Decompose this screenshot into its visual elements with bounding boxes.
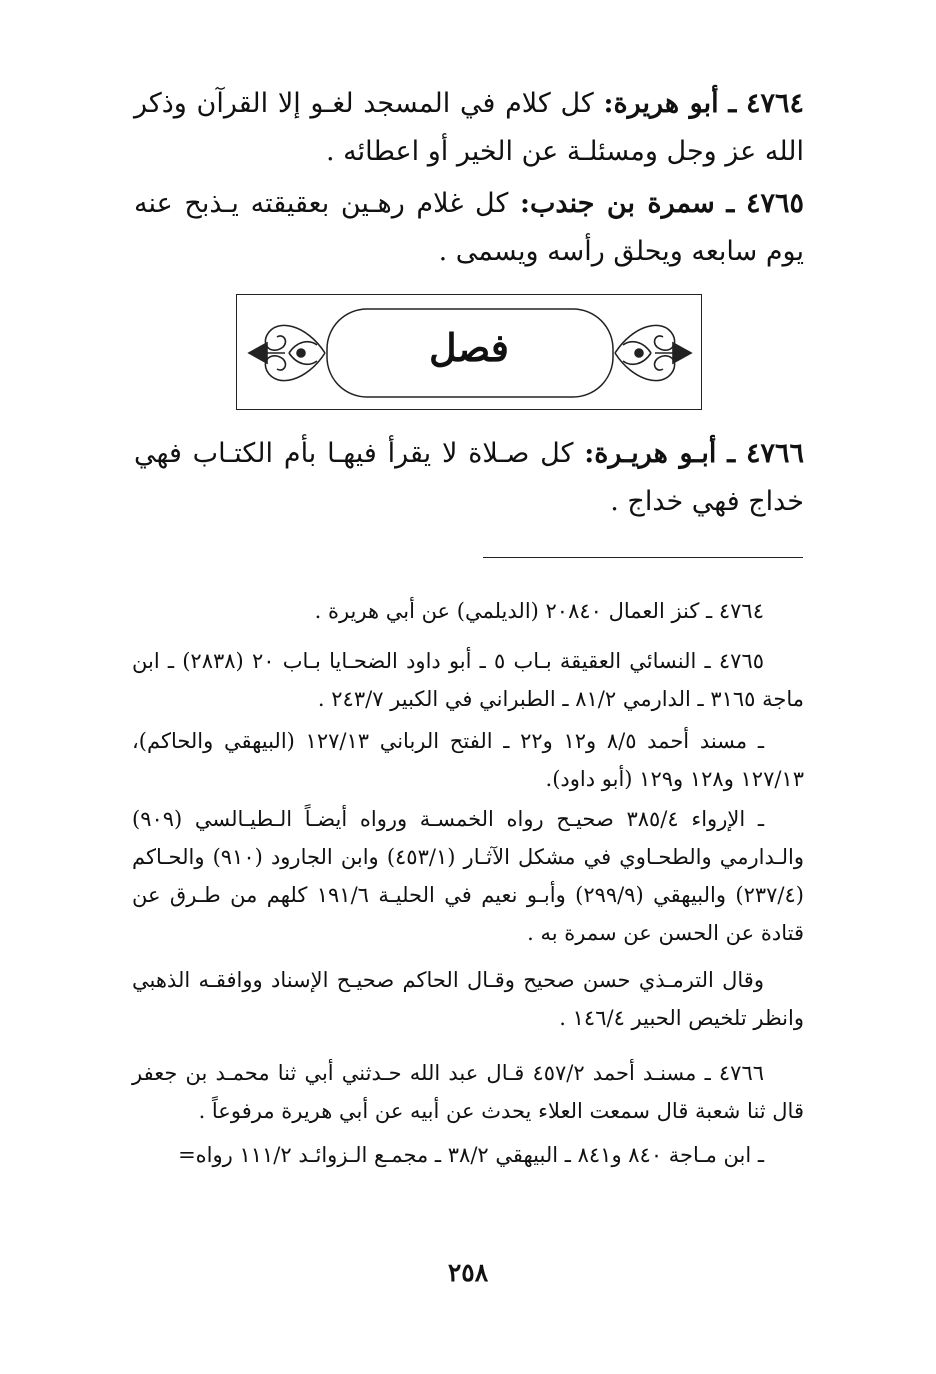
footnote-4765: ٤٧٦٥ ـ النسائي العقيقة بـاب ٥ ـ أبو داود الضحـايا بـاب ٢٠ (٢٨٣٨) ـ ابن ماجة ٣١٦٥ ـ الدارمي ٨١/٢ ـ الطبراني في الكبير ٢٤٣/٧ . [132, 649, 804, 711]
hadith-narrator: أبو هريرة [613, 88, 719, 119]
hadith-text: كل كلام في المسجد لغـو إلا القرآن وذكر الله عز وجل ومسئلـة عن الخير أو اعطائه . [134, 88, 804, 167]
page-number: ٢٥٨ [447, 1258, 489, 1287]
hadith-4765: ٤٧٦٥ ـ سمرة بن جندب: كل غلام رهـين بعقيقته يـذبح عنه يوم سابعه ويحلق رأسه ويسمى . [134, 188, 804, 267]
footnote-4765-ahmad: ـ مسند أحمد ٨/٥ و١٢ و٢٢ ـ الفتح الرباني ١٢٧/١٣ (البيهقي والحاكم)، ١٢٧/١٣ و١٢٨ و١٢٩ (أبو داود). [132, 729, 804, 791]
hadith-number: ٤٧٦٦ [745, 438, 804, 469]
section-banner [236, 294, 702, 410]
hadith-4764: ٤٧٦٤ ـ أبو هريرة: كل كلام في المسجد لغـو إلا القرآن وذكر الله عز وجل ومسئلـة عن الخير أو اعطائه . [134, 88, 804, 167]
hadith-narrator: أبـو هريـرة [594, 438, 717, 469]
footnote-4765-tirmidhi: وقال الترمـذي حسن صحيح وقـال الحاكم صحيـح الإسناد ووافقـه الذهبي وانظر تلخيص الحبير ١٤٦/٤ . [132, 968, 804, 1030]
hadith-narrator: سمرة بن جندب [529, 188, 715, 219]
footnote-4766-ibn-majah: ـ ابن مـاجة ٨٤٠ و٨٤١ ـ البيهقي ٣٨/٢ ـ مجمـع الـزوائـد ١١١/٢ رواه= [178, 1143, 764, 1167]
hadith-text: كل غلام رهـين بعقيقته يـذبح عنه يوم سابعه ويحلق رأسه ويسمى . [134, 188, 804, 267]
footnote-divider [483, 557, 803, 558]
hadith-4766: ٤٧٦٦ ـ أبـو هريـرة: كل صـلاة لا يقرأ فيهـا بأم الكتـاب فهي خداج فهي خداج . [134, 438, 804, 517]
footnote-4764: ٤٧٦٤ ـ كنز العمال ٢٠٨٤٠ (الديلمي) عن أبي هريرة . [314, 599, 764, 623]
hadith-number: ٤٧٦٥ [745, 188, 804, 219]
footnote-4765-irwa: ـ الإرواء ٣٨٥/٤ صحيـح رواه الخمسـة ورواه أيضـاً الـطيـالسي (٩٠٩) والـدارمي والطحـاوي في مشكل الآثـار (٤٥٣/١) وابن الجارود (٩١٠) والحـاكم (٢٣٧/٤) والبيهقي (٢٩٩/٩) وأبـو نعيم في الحليـة ١٩١/٦ كلهم من طـرق عن قتادة عن الحسن عن سمرة به . [132, 807, 804, 945]
section-title: فصل [429, 325, 509, 370]
footnote-4766: ٤٧٦٦ ـ مسنـد أحمد ٤٥٧/٢ قـال عبد الله حـدثني أبي ثنا محمـد بن جعفر قال ثنا شعبة قال سمعت العلاء يحدث عن أبيه عن أبي هريرة مرفوعاً . [132, 1061, 804, 1123]
hadith-text: كل صـلاة لا يقرأ فيهـا بأم الكتـاب فهي خداج فهي خداج . [134, 438, 804, 517]
hadith-number: ٤٧٦٤ [745, 88, 804, 119]
